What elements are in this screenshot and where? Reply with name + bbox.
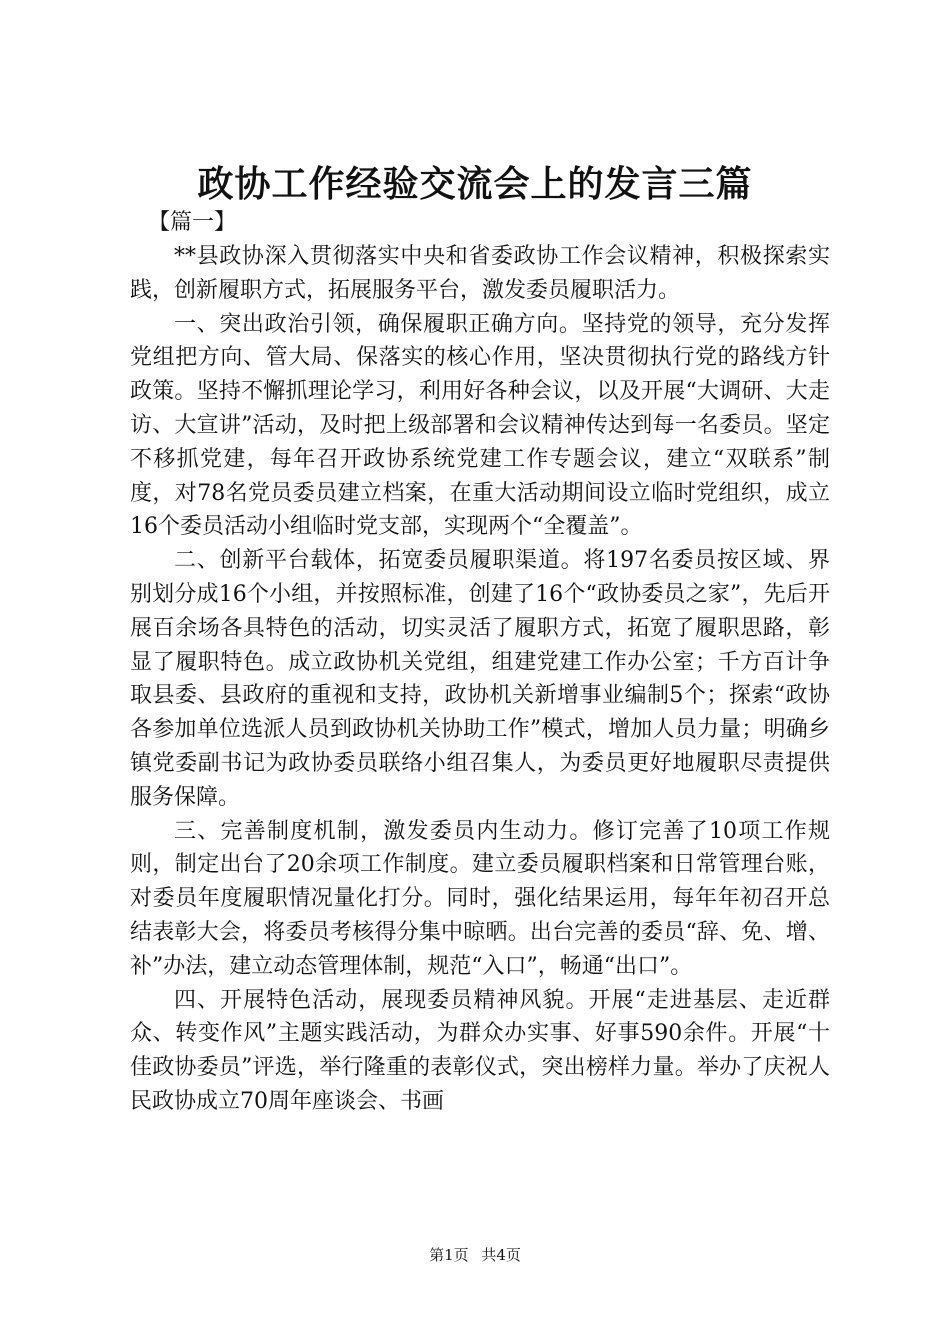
section-label: 【篇一】 [148,210,237,235]
paragraph-system-mechanism: 三、完善制度机制，激发委员内生动力。修订完善了10项工作规则，制定出台了20余项工作制度。建立委员履职档案和日常管理台账，对委员年度履职情况量化打分。同时，强化结果运用，每年年初召开总结表彰大会，将委员考核得分集中晾晒。出台完善的委员“辞、免、增、补”办法，建立动态管理体制，规范“入口”，畅通“出口”。 [130,818,830,979]
intro-paragraph: **县政协深入贯彻落实中央和省委政协工作会议精神，积极探索实践，创新履职方式，拓展服务平台，激发委员履职活力。 [130,244,830,303]
document-body [130,240,830,1119]
paragraph-special-activities: 四、开展特色活动，展现委员精神风貌。开展“走进基层、走近群众、转变作风”主题实践活动，为群众办实事、好事590余件。开展“十佳政协委员”评选，举行隆重的表彰仪式，突出榜样力量。举办了庆祝人民政协成立70周年座谈会、书画 [130,987,830,1114]
page-number: 第1页 [429,1246,469,1264]
document-title: 政协工作经验交流会上的发言三篇 [197,163,753,205]
page-footer [0,1244,950,1266]
paragraph-political-guidance: 一、突出政治引领，确保履职正确方向。坚持党的领导，充分发挥党组把方向、管大局、保落实的核心作用，坚决贯彻执行党的路线方针政策。坚持不懈抓理论学习，利用好各种会议，以及开展“大调研、大走访、大宣讲”活动，及时把上级部署和会议精神传达到每一名委员。坚定不移抓党建，每年召开政协系统党建工作专题会议，建立“双联系”制度，对78名党员委员建立档案，在重大活动期间设立临时党组织，成立16个委员活动小组临时党支部，实现两个“全覆盖”。 [130,311,830,540]
page-total: 共4页 [481,1246,521,1264]
paragraph-platform-innovation: 二、创新平台载体，拓宽委员履职渠道。将197名委员按区域、界别划分成16个小组，并按照标准，创建了16个“政协委员之家”，先后开展百余场各具特色的活动，切实灵活了履职方式，拓宽了履职思路，彰显了履职特色。成立政协机关党组，组建党建工作办公室；千方百计争取县委、县政府的重视和支持，政协机关新增事业编制5个；探索“政协各参加单位选派人员到政协机关协助工作”模式，增加人员力量；明确乡镇党委副书记为政协委员联络小组召集人，为委员更好地履职尽责提供服务保障。 [130,548,830,810]
